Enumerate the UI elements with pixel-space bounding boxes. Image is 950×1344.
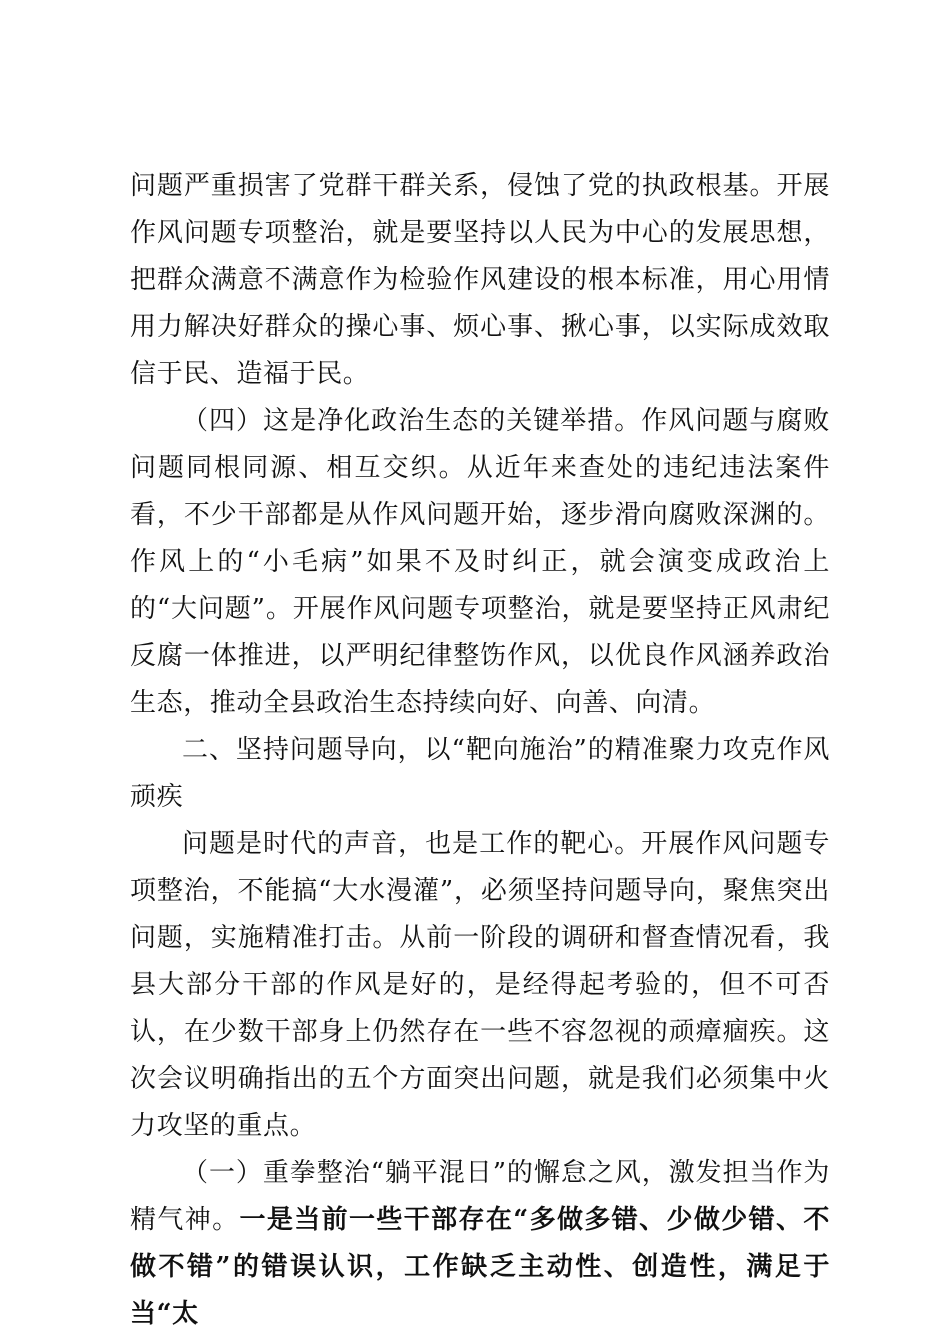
paragraph-section-4-text: （四）这是净化政治生态的关键举措。作风问题与腐败问题同根同源、相互交织。从近年来查处的违纪违法案件看，不少干部都是从作风问题开始，逐步滑向腐败深渊的。作风上的“小毛病”如果不及时纠正，就会演变成政治上的“大问题”。开展作风问题专项整治，就是要坚持正风肃纪反腐一体推进，以严明纪律整饬作风，以优良作风涵养政治生态，推动全县政治生态持续向好、向善、向清。 — [130, 406, 830, 718]
paragraph-subsection-1 — [130, 1150, 830, 1338]
paragraph-section-4 — [130, 398, 830, 727]
section-heading-2 — [130, 727, 830, 821]
paragraph-problem-orientation — [130, 821, 830, 1150]
paragraph-subsection-1-text: （一）重拳整治“躺平混日”的懈怠之风，激发担当作为精气神。 — [130, 1158, 830, 1235]
paragraph-1-text: 问题严重损害了党群干群关系，侵蚀了党的执政根基。开展作风问题专项整治，就是要坚持以人民为中心的发展思想，把群众满意不满意作为检验作风建设的根本标准，用心用情用力解决好群众的操心事、烦心事、揪心事，以实际成效取信于民、造福于民。 — [130, 171, 830, 389]
section-heading-2-text: 二、坚持问题导向，以“靶向施治”的精准聚力攻克作风顽疾 — [130, 735, 830, 812]
document-body — [130, 163, 830, 1338]
paragraph-problem-orientation-text: 问题是时代的声音，也是工作的靶心。开展作风问题专项整治，不能搞“大水漫灌”，必须坚持问题导向，聚焦突出问题，实施精准打击。从前一阶段的调研和督查情况看，我县大部分干部的作风是好的，是经得起考验的，但不可否认，在少数干部身上仍然存在一些不容忽视的顽瘴痼疾。这次会议明确指出的五个方面突出问题，就是我们必须集中火力攻坚的重点。 — [130, 829, 830, 1141]
paragraph-subsection-1-bold-text: 一是当前一些干部存在“多做多错、少做少错、不做不错”的错误认识，工作缺乏主动性、创造性，满足于当“太 — [130, 1205, 830, 1329]
paragraph-1 — [130, 163, 830, 398]
